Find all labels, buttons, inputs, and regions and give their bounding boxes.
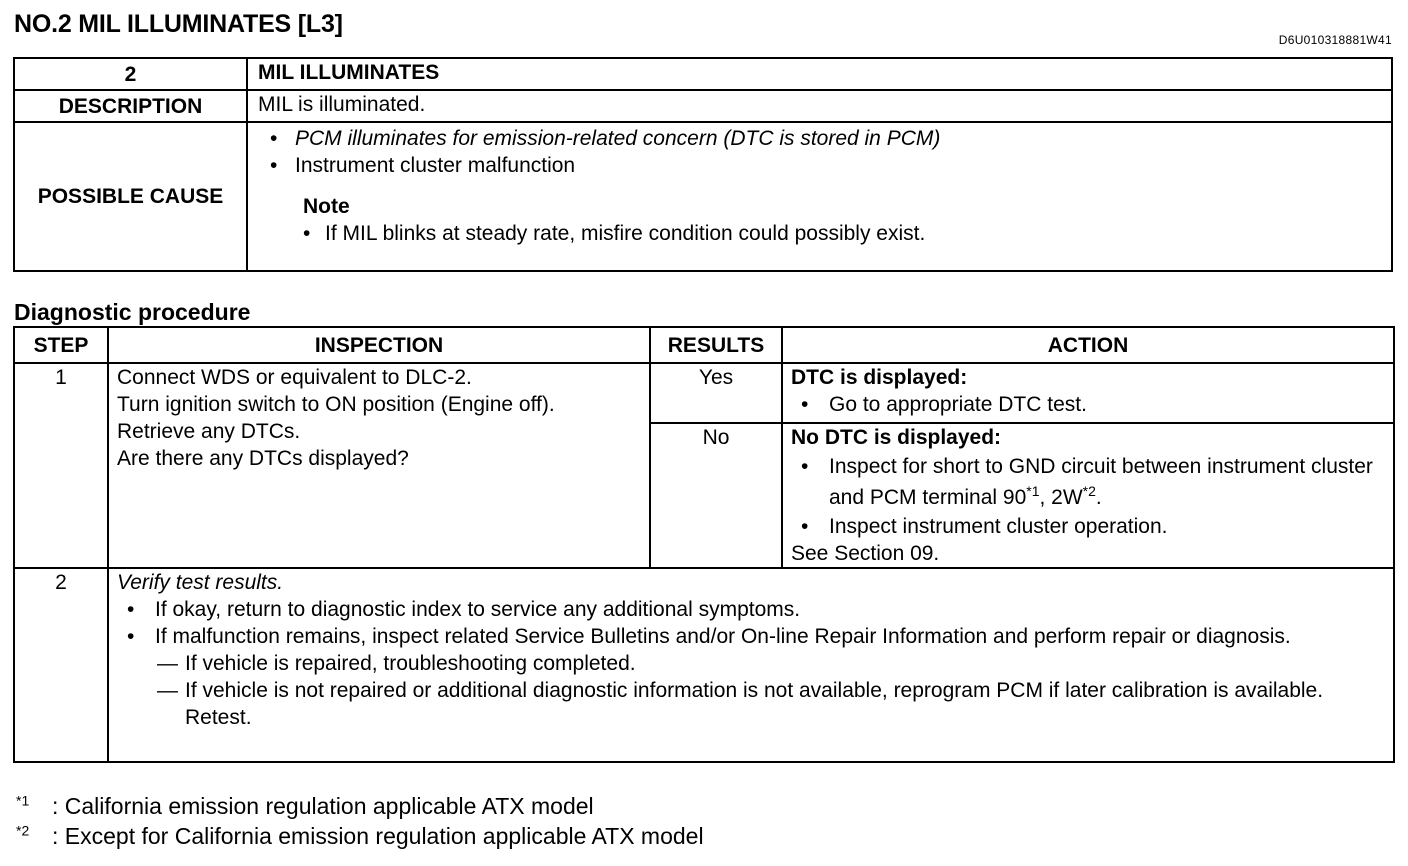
note-item: • If MIL blinks at steady rate, misfire condition could possibly exist. [258,220,1391,247]
footnotes [16,791,704,851]
column-header-results: RESULTS [650,327,782,363]
procedure-header-row [14,327,1394,363]
footnote [16,791,704,821]
action-list [791,451,1393,540]
inspection-line: Are there any DTCs displayed? [117,447,409,470]
footnote-text: : California emission regulation applicable ATX model [52,793,594,819]
see-section-reference: See Section 09. [791,542,940,565]
action-item: • Inspect for short to GND circuit between instrument cluster and PCM terminal 90$^{*1}$, $2W^{*2}$. [791,451,1393,513]
possible-cause-label: POSSIBLE CAUSE [14,122,247,271]
footnote-mark: *1 [16,792,30,809]
step-1-yes-row [14,363,1394,423]
result-yes: Yes [650,363,782,423]
description-row [14,90,1392,122]
column-header-inspection: INSPECTION [108,327,650,363]
step-2-sublist [117,650,1393,731]
action-heading: No DTC is displayed: [791,426,1002,449]
step-2-list [117,596,1393,650]
action-no [782,423,1394,568]
description-text: MIL is illuminated. [247,90,1392,122]
inspection-line: Connect WDS or equivalent to DLC-2. [117,366,472,389]
section-title: Diagnostic procedure [14,299,251,325]
inspection-line: Retrieve any DTCs. [117,420,301,443]
step-number: 2 [14,568,108,762]
step-2-item: • If okay, return to diagnostic index to service any additional symptoms. [117,596,1393,623]
symptom-number: 2 [14,58,247,90]
action-item: • Inspect instrument cluster operation. [791,513,1393,540]
note-heading: Note [303,195,350,218]
overview-header-row [14,58,1392,90]
step-2-subitem: — If vehicle is repaired, troubleshooting completed. [117,650,1393,677]
action-list [791,391,1393,418]
cause-item: • Instrument cluster malfunction [258,152,1391,179]
column-header-action: ACTION [782,327,1394,363]
symptom-name: MIL ILLUMINATES [247,58,1392,90]
result-no: No [650,423,782,568]
step-2-content [108,568,1394,762]
footnote [16,821,704,851]
action-heading: DTC is displayed: [791,366,968,389]
possible-cause-content [247,122,1392,271]
document-id: D6U010318881W41 [1278,33,1392,47]
diagnostic-procedure-table [13,326,1395,763]
footnote-mark: *2 [16,822,30,839]
cause-item: • PCM illuminates for emission-related concern (DTC is stored in PCM) [258,125,1391,152]
step-2-row [14,568,1394,762]
step-number: 1 [14,363,108,568]
inspection-line: Turn ignition switch to ON position (Engine off). [117,393,555,416]
possible-cause-row [14,122,1392,271]
step-2-subitem: — If vehicle is not repaired or additional diagnostic information is not available, reprogram PCM if later calibration is available. Retest. [117,677,1393,731]
note-list [258,220,1391,247]
symptom-overview-table [13,57,1393,272]
description-label: DESCRIPTION [14,90,247,122]
footnote-text: : Except for California emission regulation applicable ATX model [52,823,704,849]
step-2-intro: Verify test results. [117,571,284,594]
action-yes [782,363,1394,423]
cause-list [258,125,1391,179]
action-item: • Go to appropriate DTC test. [791,391,1393,418]
page-title: NO.2 MIL ILLUMINATES [L3] [14,10,343,38]
step-1-inspection [108,363,650,568]
column-header-step: STEP [14,327,108,363]
step-2-item: • If malfunction remains, inspect related Service Bulletins and/or On-line Repair Information and perform repair or diagnosis. [117,623,1393,650]
